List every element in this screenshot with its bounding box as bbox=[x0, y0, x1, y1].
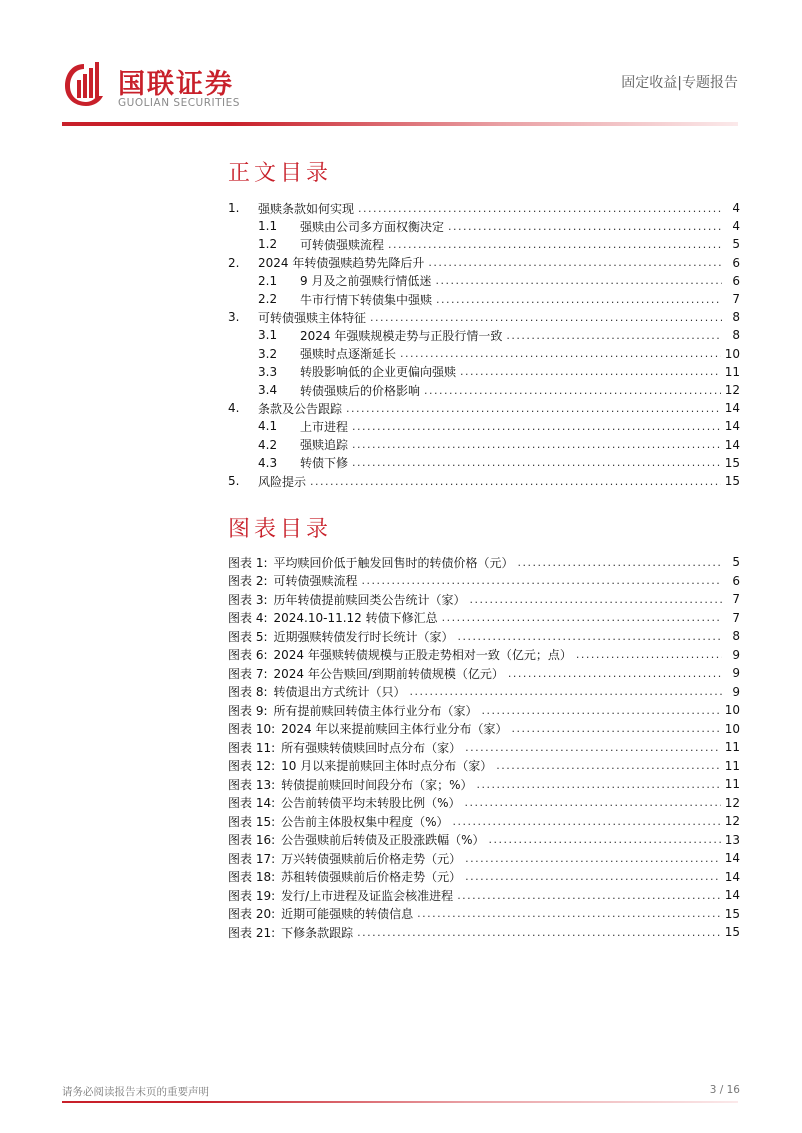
dot-leader bbox=[358, 202, 722, 215]
figure-entry[interactable] bbox=[228, 646, 740, 664]
dot-leader bbox=[310, 475, 721, 488]
entry-page-number: 12 bbox=[724, 795, 740, 810]
entry-page-number: 7 bbox=[732, 592, 740, 606]
entry-page-number: 4 bbox=[732, 219, 740, 234]
entry-number: 1.1 bbox=[258, 219, 278, 234]
entry-title: 所有强赎转债赎回时点分布（家） bbox=[281, 740, 462, 755]
entry-page-number: 10 bbox=[724, 703, 740, 717]
entry-title: 可转债强赎流程 bbox=[300, 237, 385, 252]
entry-page-number: 11 bbox=[724, 364, 740, 379]
guolian-logo-icon bbox=[62, 60, 106, 108]
entry-number: 图表 15: bbox=[228, 814, 276, 829]
figure-entry[interactable] bbox=[228, 609, 740, 627]
entry-title: 9 月及之前强赎行情低迷 bbox=[300, 274, 432, 289]
dot-leader bbox=[457, 889, 721, 902]
entry-page-number: 15 bbox=[724, 455, 740, 470]
entry-title: 公告前转债平均未转股比例（%） bbox=[281, 796, 461, 810]
entry-title: 10 月以来提前赎回主体时点分布（家） bbox=[281, 759, 493, 773]
figures-title: 图表目录 bbox=[228, 517, 333, 542]
entry-number: 5. bbox=[228, 474, 240, 488]
entry-page-number: 7 bbox=[732, 292, 740, 306]
dot-leader bbox=[436, 293, 722, 306]
entry-title: 2024.10-11.12 转债下修汇总 bbox=[273, 611, 438, 625]
brand-name-en: GUOLIAN SECURITIES bbox=[118, 97, 240, 109]
figure-entry[interactable] bbox=[228, 553, 740, 571]
dot-leader bbox=[435, 274, 722, 287]
entry-number: 图表 4: bbox=[228, 611, 268, 625]
dot-leader bbox=[482, 704, 721, 717]
dot-leader bbox=[489, 833, 721, 846]
entry-page-number: 15 bbox=[724, 906, 740, 921]
entry-title: 公告前主体股权集中程度（%） bbox=[281, 814, 449, 829]
entry-title: 风险提示 bbox=[258, 474, 307, 489]
dot-leader bbox=[518, 556, 722, 569]
entry-title: 历年转债提前赎回类公告统计（家） bbox=[273, 592, 466, 607]
entry-number: 图表 2: bbox=[228, 574, 268, 588]
entry-title: 2024 年以来提前赎回主体行业分布（家） bbox=[281, 722, 508, 736]
entry-title: 强赎由公司多方面权衡决定 bbox=[300, 219, 445, 234]
toc-entry[interactable] bbox=[258, 363, 740, 381]
entry-title: 近期可能强赎的转债信息 bbox=[281, 907, 414, 921]
entry-number: 图表 11: bbox=[228, 740, 276, 755]
toc-entry[interactable] bbox=[228, 399, 740, 417]
entry-title: 2024 年转债强赎趋势先降后升 bbox=[258, 256, 425, 271]
entry-number: 4.1 bbox=[258, 419, 278, 434]
figure-entry[interactable] bbox=[228, 831, 740, 849]
entry-page-number: 8 bbox=[732, 310, 740, 325]
dot-leader bbox=[470, 593, 722, 606]
entry-number: 4.2 bbox=[258, 437, 278, 452]
figure-entry[interactable] bbox=[228, 757, 740, 775]
entry-page-number: 10 bbox=[724, 346, 740, 361]
toc-title: 正文目录 bbox=[228, 161, 333, 186]
entry-title: 平均赎回价低于触发回售时的转债价格（元） bbox=[273, 555, 514, 570]
entry-number: 3.3 bbox=[258, 364, 278, 379]
entry-title: 转债提前赎回时间段分布（家；%） bbox=[281, 777, 473, 792]
dot-leader bbox=[428, 256, 722, 269]
entry-number: 图表 6: bbox=[228, 648, 268, 662]
entry-number: 图表 9: bbox=[228, 703, 268, 718]
entry-page-number: 10 bbox=[724, 721, 740, 736]
toc-entry[interactable] bbox=[258, 235, 740, 253]
entry-title: 转股影响低的企业更偏向强赎 bbox=[300, 365, 457, 380]
dot-leader bbox=[465, 870, 721, 883]
entry-number: 1. bbox=[228, 201, 240, 215]
toc-entry[interactable] bbox=[258, 290, 740, 308]
entry-page-number: 13 bbox=[724, 832, 740, 847]
entry-number: 图表 17: bbox=[228, 851, 276, 866]
entry-page-number: 5 bbox=[732, 555, 740, 569]
entry-number: 4.3 bbox=[258, 455, 278, 470]
entry-title: 公告强赎前后转债及正股涨跌幅（%） bbox=[281, 833, 485, 847]
entry-title: 上市进程 bbox=[300, 419, 349, 434]
figure-entry[interactable] bbox=[228, 794, 740, 812]
figure-entry[interactable] bbox=[228, 923, 740, 941]
entry-page-number: 9 bbox=[732, 647, 740, 662]
entry-page-number: 6 bbox=[732, 573, 740, 588]
entry-title: 牛市行情下转债集中强赎 bbox=[300, 292, 433, 307]
entry-page-number: 4 bbox=[732, 201, 740, 215]
dot-leader bbox=[362, 574, 722, 587]
dot-leader bbox=[477, 778, 721, 791]
entry-number: 图表 20: bbox=[228, 907, 276, 921]
dot-leader bbox=[424, 384, 721, 397]
entry-title: 近期强赎转债发行时长统计（家） bbox=[273, 629, 454, 644]
dot-leader bbox=[465, 852, 721, 865]
dot-leader bbox=[370, 311, 722, 324]
entry-number: 3.1 bbox=[258, 328, 278, 343]
dot-leader bbox=[410, 685, 722, 698]
toc-entry[interactable] bbox=[258, 326, 740, 344]
entry-page-number: 8 bbox=[732, 328, 740, 343]
toc-entry[interactable] bbox=[258, 381, 740, 399]
entry-page-number: 15 bbox=[724, 925, 740, 939]
dot-leader bbox=[388, 238, 722, 251]
entry-page-number: 6 bbox=[732, 255, 740, 270]
brand-name-cn: 国联证券 bbox=[118, 69, 234, 100]
figure-entry[interactable] bbox=[228, 572, 740, 590]
entry-page-number: 11 bbox=[724, 740, 740, 754]
dot-leader bbox=[465, 796, 721, 809]
dot-leader bbox=[458, 630, 722, 643]
entry-page-number: 6 bbox=[732, 273, 740, 288]
entry-page-number: 14 bbox=[724, 419, 740, 434]
entry-page-number: 12 bbox=[724, 383, 740, 397]
entry-page-number: 14 bbox=[724, 851, 740, 865]
entry-number: 图表 21: bbox=[228, 925, 276, 940]
figure-entry[interactable] bbox=[228, 590, 740, 608]
figure-entry[interactable] bbox=[228, 701, 740, 719]
dot-leader bbox=[460, 365, 721, 378]
toc-entry[interactable] bbox=[228, 254, 740, 272]
footer-disclaimer: 请务必阅读报告末页的重要声明 bbox=[62, 1086, 209, 1098]
entry-number: 图表 18: bbox=[228, 870, 276, 884]
toc-entry[interactable] bbox=[258, 417, 740, 435]
entry-page-number: 14 bbox=[724, 888, 740, 902]
entry-number: 2.2 bbox=[258, 292, 278, 306]
figure-entry[interactable] bbox=[228, 886, 740, 904]
entry-number: 图表 13: bbox=[228, 777, 276, 792]
dot-leader bbox=[506, 329, 722, 342]
dot-leader bbox=[352, 420, 721, 433]
entry-number: 图表 19: bbox=[228, 888, 276, 903]
toc-entry[interactable] bbox=[228, 308, 740, 326]
entry-page-number: 8 bbox=[732, 629, 740, 643]
figure-entry[interactable] bbox=[228, 738, 740, 756]
entry-page-number: 11 bbox=[724, 758, 740, 773]
entry-page-number: 14 bbox=[724, 401, 740, 416]
dot-leader bbox=[417, 907, 721, 920]
entry-title: 2024 年强赎转债规模与正股走势相对一致（亿元；点） bbox=[273, 648, 572, 662]
entry-number: 图表 8: bbox=[228, 685, 268, 699]
footer-divider bbox=[62, 1101, 738, 1103]
entry-number: 图表 3: bbox=[228, 592, 268, 607]
entry-title: 万兴转债强赎前后价格走势（元） bbox=[281, 851, 462, 866]
dot-leader bbox=[496, 759, 720, 772]
entry-title: 发行/上市进程及证监会核准进程 bbox=[281, 888, 454, 903]
entry-number: 图表 5: bbox=[228, 629, 268, 644]
entry-title: 可转债强赎主体特征 bbox=[258, 310, 367, 325]
figure-entry[interactable] bbox=[228, 627, 740, 645]
figure-entry[interactable] bbox=[228, 868, 740, 886]
toc-entry[interactable] bbox=[228, 472, 740, 490]
entry-title: 强赎时点逐渐延长 bbox=[300, 347, 397, 362]
dot-leader bbox=[352, 456, 721, 469]
entry-page-number: 14 bbox=[724, 869, 740, 884]
entry-title: 所有提前赎回转债主体行业分布（家） bbox=[273, 703, 478, 718]
figure-entry[interactable] bbox=[228, 683, 740, 701]
entry-title: 下修条款跟踪 bbox=[281, 925, 354, 940]
entry-number: 图表 1: bbox=[228, 555, 268, 570]
entry-page-number: 11 bbox=[724, 777, 740, 791]
toc-entry[interactable] bbox=[258, 217, 740, 235]
report-category: 固定收益|专题报告 bbox=[621, 75, 738, 91]
entry-number: 1.2 bbox=[258, 237, 278, 252]
entry-title: 条款及公告跟踪 bbox=[258, 401, 343, 416]
entry-number: 4. bbox=[228, 401, 240, 416]
dot-leader bbox=[442, 611, 722, 624]
entry-title: 2024 年强赎规模走势与正股行情一致 bbox=[300, 328, 503, 343]
entry-number: 2. bbox=[228, 255, 240, 270]
entry-title: 苏租转债强赎前后价格走势（元） bbox=[281, 870, 462, 884]
entry-title: 强赎条款如何实现 bbox=[258, 201, 355, 216]
toc-entry[interactable] bbox=[258, 272, 740, 290]
dot-leader bbox=[508, 667, 722, 680]
entry-page-number: 12 bbox=[724, 814, 740, 828]
figure-entry[interactable] bbox=[228, 812, 740, 830]
dot-leader bbox=[357, 926, 721, 939]
entry-page-number: 9 bbox=[732, 684, 740, 699]
entry-title: 转债强赎后的价格影响 bbox=[300, 383, 421, 398]
dot-leader bbox=[448, 220, 722, 233]
figure-entry[interactable] bbox=[228, 905, 740, 923]
entry-number: 图表 7: bbox=[228, 666, 268, 681]
entry-number: 图表 10: bbox=[228, 722, 276, 736]
entry-page-number: 14 bbox=[724, 437, 740, 452]
page-header bbox=[0, 0, 802, 132]
toc-entry[interactable] bbox=[258, 436, 740, 454]
dot-leader bbox=[576, 648, 722, 661]
entry-number: 图表 14: bbox=[228, 796, 276, 810]
entry-page-number: 15 bbox=[724, 474, 740, 488]
dot-leader bbox=[465, 741, 721, 754]
entry-title: 转债下修 bbox=[300, 456, 349, 471]
header-divider bbox=[62, 122, 738, 126]
dot-leader bbox=[400, 347, 721, 360]
figure-entry[interactable] bbox=[228, 664, 740, 682]
dot-leader bbox=[512, 722, 721, 735]
entry-title: 可转债强赎流程 bbox=[273, 574, 358, 588]
entry-page-number: 5 bbox=[732, 237, 740, 252]
entry-number: 图表 12: bbox=[228, 759, 276, 773]
figure-entry[interactable] bbox=[228, 775, 740, 793]
entry-number: 3.2 bbox=[258, 346, 278, 361]
toc-entry[interactable] bbox=[258, 345, 740, 363]
entry-number: 图表 16: bbox=[228, 833, 276, 847]
entry-number: 3.4 bbox=[258, 383, 278, 397]
figure-entry[interactable] bbox=[228, 720, 740, 738]
figure-entry[interactable] bbox=[228, 849, 740, 867]
dot-leader bbox=[346, 402, 721, 415]
dot-leader bbox=[352, 438, 721, 451]
entry-title: 强赎追踪 bbox=[300, 438, 349, 453]
footer-page-indicator: 3 / 16 bbox=[709, 1084, 740, 1096]
entry-page-number: 9 bbox=[732, 666, 740, 680]
entry-title: 2024 年公告赎回/到期前转债规模（亿元） bbox=[273, 666, 504, 681]
entry-page-number: 7 bbox=[732, 610, 740, 625]
entry-title: 转债退出方式统计（只） bbox=[273, 685, 406, 699]
entry-number: 3. bbox=[228, 310, 240, 325]
dot-leader bbox=[453, 815, 721, 828]
toc-entry[interactable] bbox=[258, 454, 740, 472]
toc-entry[interactable] bbox=[228, 199, 740, 217]
entry-number: 2.1 bbox=[258, 273, 278, 288]
